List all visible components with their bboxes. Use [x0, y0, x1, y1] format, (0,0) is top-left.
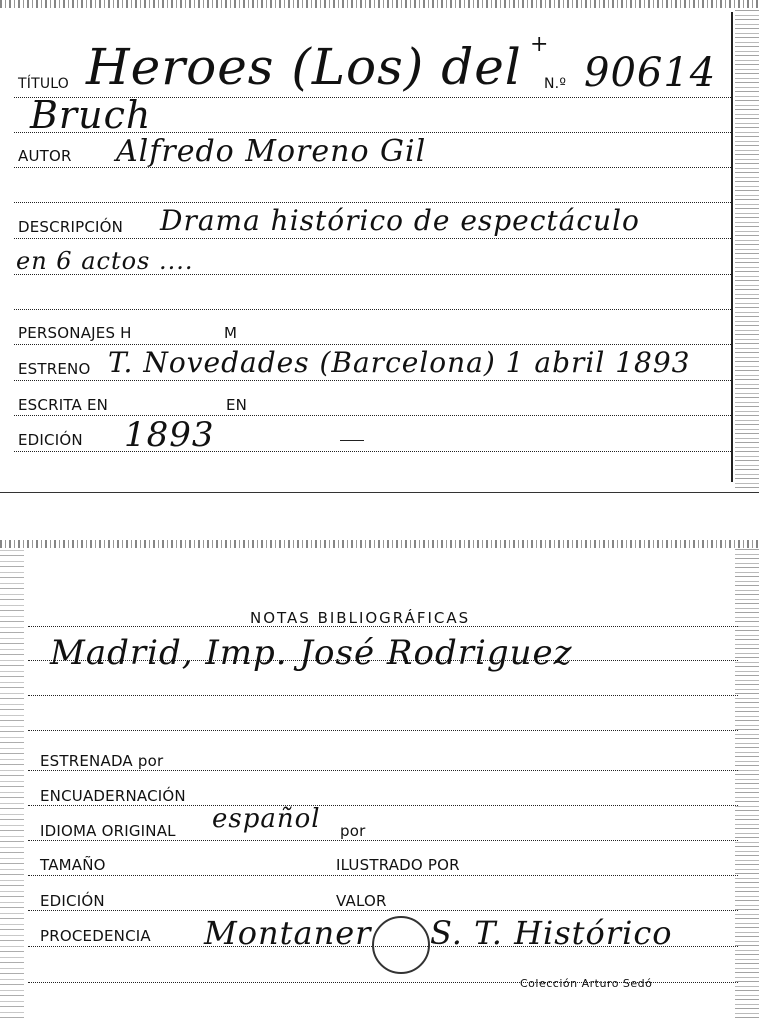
titulo-label: TÍTULO: [18, 76, 69, 92]
descripcion-label: DESCRIPCIÓN: [18, 218, 124, 236]
rule-personajes: [14, 344, 731, 345]
rule-estreno: [14, 380, 731, 381]
notas-value: Madrid, Imp. José Rodriguez: [50, 633, 573, 673]
card-bottom-edge: [0, 492, 759, 493]
procedencia-label: PROCEDENCIA: [40, 927, 151, 945]
rule-escrita: [14, 415, 731, 416]
card-right-border: [731, 12, 733, 482]
card-top-edge: [0, 0, 759, 8]
numero-value: 90614: [584, 50, 717, 96]
rule-blank-1: [14, 202, 731, 203]
idioma-label: IDIOMA ORIGINAL: [40, 822, 176, 840]
idioma-value: español: [212, 804, 321, 834]
descripcion-cont-value: en 6 actos ....: [16, 247, 194, 275]
idioma-por-label: por: [340, 822, 366, 840]
edicion-value: 1893: [124, 415, 215, 455]
rule-idioma: [28, 840, 738, 841]
numero-label: N.º: [544, 76, 567, 92]
catalog-card-back: [0, 540, 759, 1028]
valor-label: VALOR: [336, 892, 387, 910]
estrenada-label: ESTRENADA por: [40, 752, 164, 770]
rule-blank-2: [14, 309, 731, 310]
titulo-cont-value: Bruch: [30, 93, 152, 137]
descripcion-value: Drama histórico de espectáculo: [160, 204, 640, 237]
card-back-left-edge: [0, 548, 24, 1018]
card-back-top-edge: [0, 540, 759, 548]
estreno-label: ESTRENO: [18, 360, 91, 378]
procedencia-value: Montaner: [204, 914, 372, 952]
rule-notas-4: [28, 730, 738, 731]
edicion-back-label: EDICIÓN: [40, 892, 105, 910]
personajes-label: PERSONAJES H: [18, 324, 132, 342]
catalog-card-front: [0, 0, 759, 495]
estreno-value: T. Novedades (Barcelona) 1 abril 1893: [108, 346, 691, 379]
card-right-edge: [735, 8, 759, 488]
rule-notas-3: [28, 695, 738, 696]
coleccion-stamp: Colección Arturo Sedó: [520, 977, 653, 990]
ilustrado-label: ILUSTRADO POR: [336, 856, 460, 874]
rule-descripcion: [14, 238, 731, 239]
notas-heading: NOTAS BIBLIOGRÁFICAS: [250, 609, 471, 627]
personajes-m-label: M: [224, 324, 238, 342]
escrita-en-label: EN: [226, 396, 248, 414]
rule-edicion: [14, 451, 731, 452]
rule-edicion-back: [28, 910, 738, 911]
titulo-value: Heroes (Los) del: [86, 38, 522, 96]
edicion-label: EDICIÓN: [18, 431, 83, 449]
autor-value: Alfredo Moreno Gil: [116, 134, 427, 169]
rule-tamano: [28, 875, 738, 876]
escrita-label: ESCRITA EN: [18, 396, 109, 414]
collection-seal-icon: [372, 916, 430, 974]
edicion-dash: [340, 440, 364, 441]
card-back-right-edge: [735, 548, 759, 1018]
tamano-label: TAMAÑO: [40, 856, 106, 874]
encuadernacion-label: ENCUADERNACIÓN: [40, 787, 186, 805]
rule-encuadernacion: [28, 805, 738, 806]
rule-estrenada: [28, 770, 738, 771]
autor-label: AUTOR: [18, 147, 72, 165]
procedencia-value-2: S. T. Histórico: [430, 914, 673, 952]
dagger-mark: +: [530, 32, 550, 57]
